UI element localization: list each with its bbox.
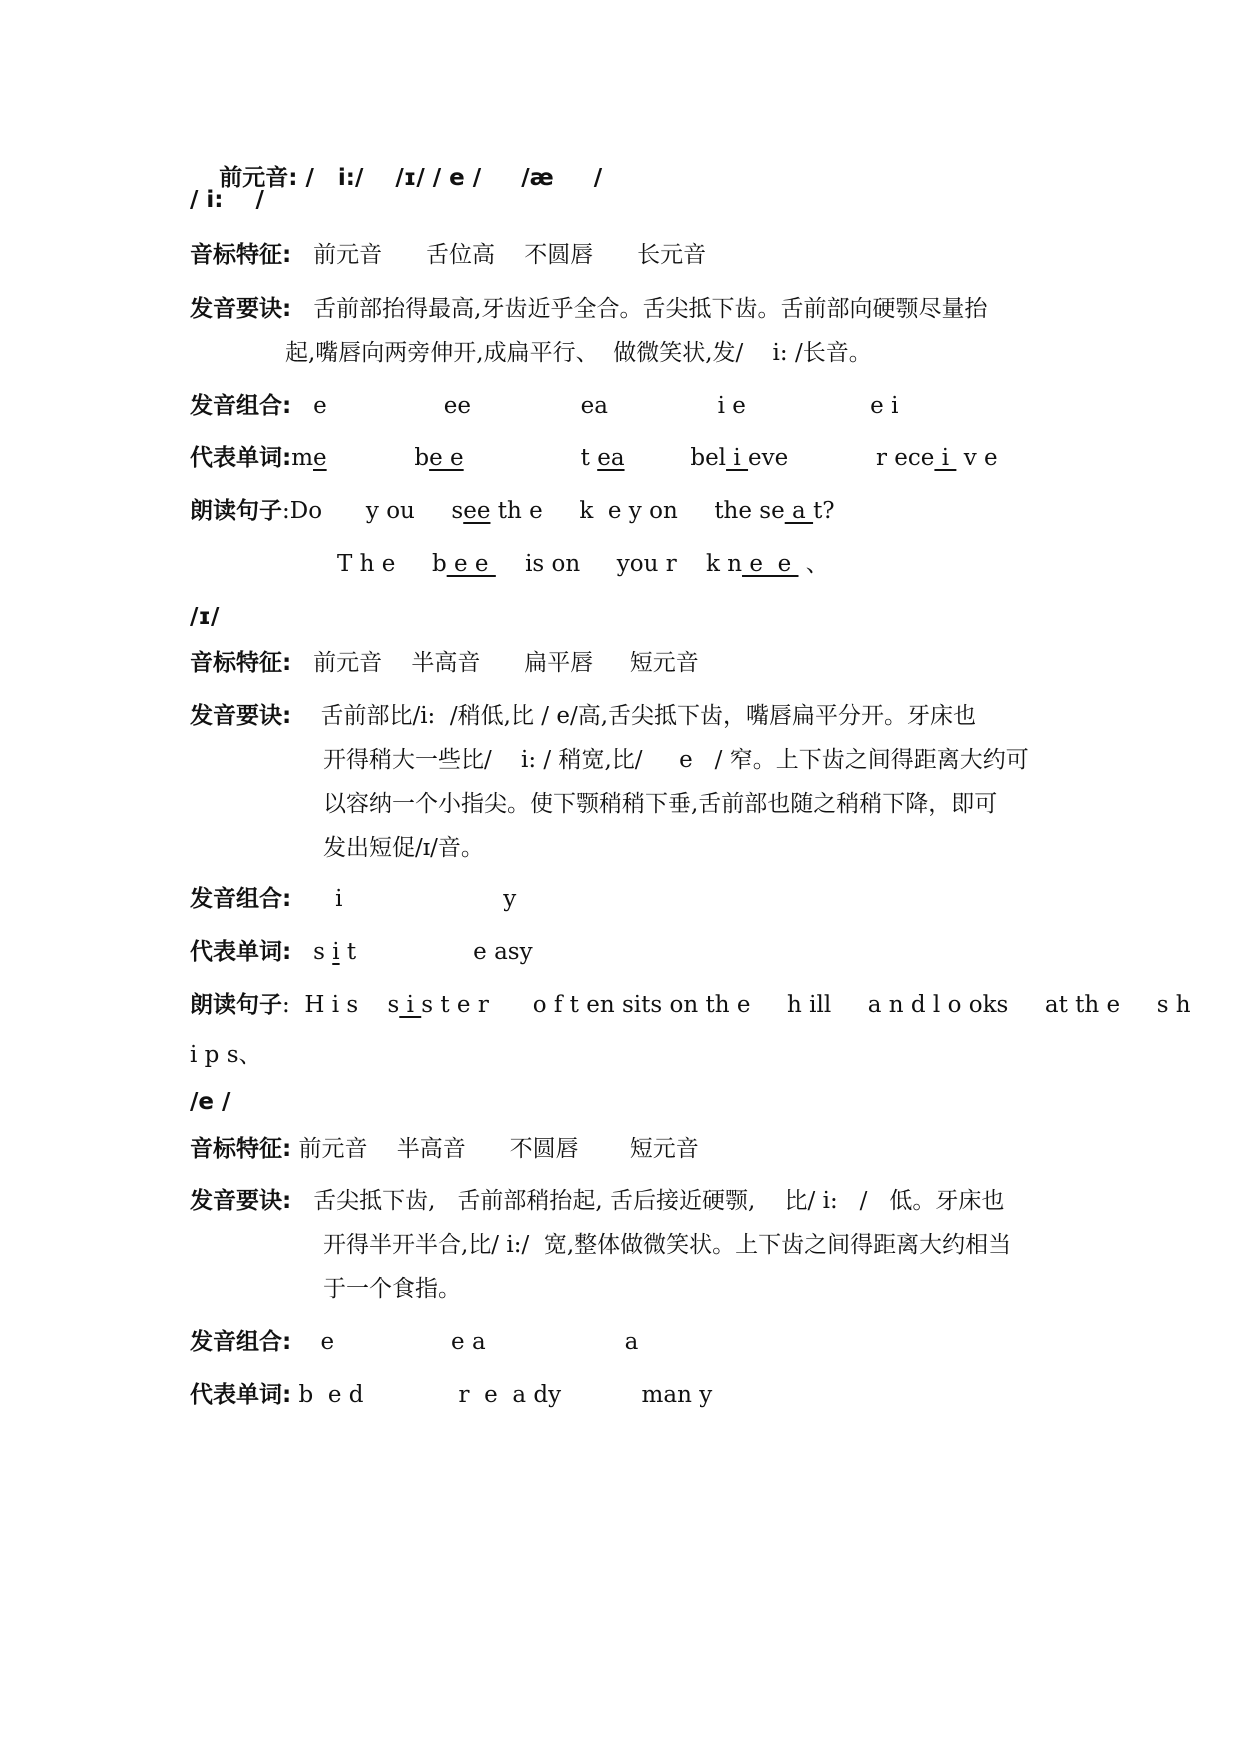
i-short-sentence-cont: i p s、 [190, 1042, 262, 1068]
i-short-tips-line3: 以容纳一个小指尖。使下颚稍稍下垂,舌前部也随之稍稍下降，即可 [323, 791, 998, 817]
i-short-words: 代表单词: s i t e asy [190, 939, 533, 965]
front-vowels-label: 前元音: / [219, 165, 314, 191]
i-long-heading: / i: / [190, 187, 264, 213]
i-long-features: 音标特征: 前元音 舌位高 不圆唇 长元音 [190, 242, 707, 268]
i-long-words: 代表单词:me be e t ea bel i eve r ece i v e [190, 445, 998, 471]
i-short-combos: 发音组合: i y [190, 886, 517, 912]
i-long-sentence-1: 朗读句子:Do y ou see th e k e y on the se a t? [190, 498, 835, 524]
i-short-tips-line2: 开得稍大一些比/ i: / 稍宽,比/ e / 窄。上下齿之间得距离大约可 [323, 747, 1029, 773]
e-short-tips-line3: 于一个食指。 [323, 1276, 461, 1302]
e-short-heading: /e / [190, 1089, 231, 1115]
front-vowels-symbols: i:/ /ɪ/ / e / /æ / [313, 165, 603, 191]
i-long-combos: 发音组合: e ee ea i e e i [190, 393, 899, 419]
i-short-sentence: 朗读句子: H i s s i s t e r o f t en sits on th e h ill a n d l o oks at th e s h [190, 992, 1191, 1018]
i-long-tips-line2: 起,嘴唇向两旁伸开,成扁平行、 做微笑状,发/ i: /长音。 [285, 340, 872, 366]
e-short-tips-line2: 开得半开半合,比/ i:/ 宽,整体做微笑状。上下齿之间得距离大约相当 [323, 1232, 1012, 1258]
i-short-features: 音标特征: 前元音 半高音 扁平唇 短元音 [190, 650, 699, 676]
e-short-combos: 发音组合: e e a a [190, 1329, 639, 1355]
i-long-sentence-2: T h e b e e is on you r k n e e 、 [337, 551, 829, 577]
i-short-tips: 发音要诀: 舌前部比/i: /稍低,比 / e/高,舌尖抵下齿，嘴唇扁平分开。牙床也 [190, 703, 977, 729]
i-long-tips: 发音要诀: 舌前部抬得最高,牙齿近乎全合。舌尖抵下齿。舌前部向硬颚尽量抬 [190, 296, 988, 322]
e-short-features: 音标特征: 前元音 半高音 不圆唇 短元音 [190, 1136, 699, 1162]
i-short-tips-line4: 发出短促/ɪ/音。 [323, 835, 484, 861]
i-short-heading: /ɪ/ [190, 604, 220, 630]
e-short-tips: 发音要诀: 舌尖抵下齿, 舌前部稍抬起, 舌后接近硬颚, 比/ i: / 低。牙床也 [190, 1188, 1005, 1214]
e-short-words: 代表单词: b e d r e a dy man y [190, 1382, 713, 1408]
